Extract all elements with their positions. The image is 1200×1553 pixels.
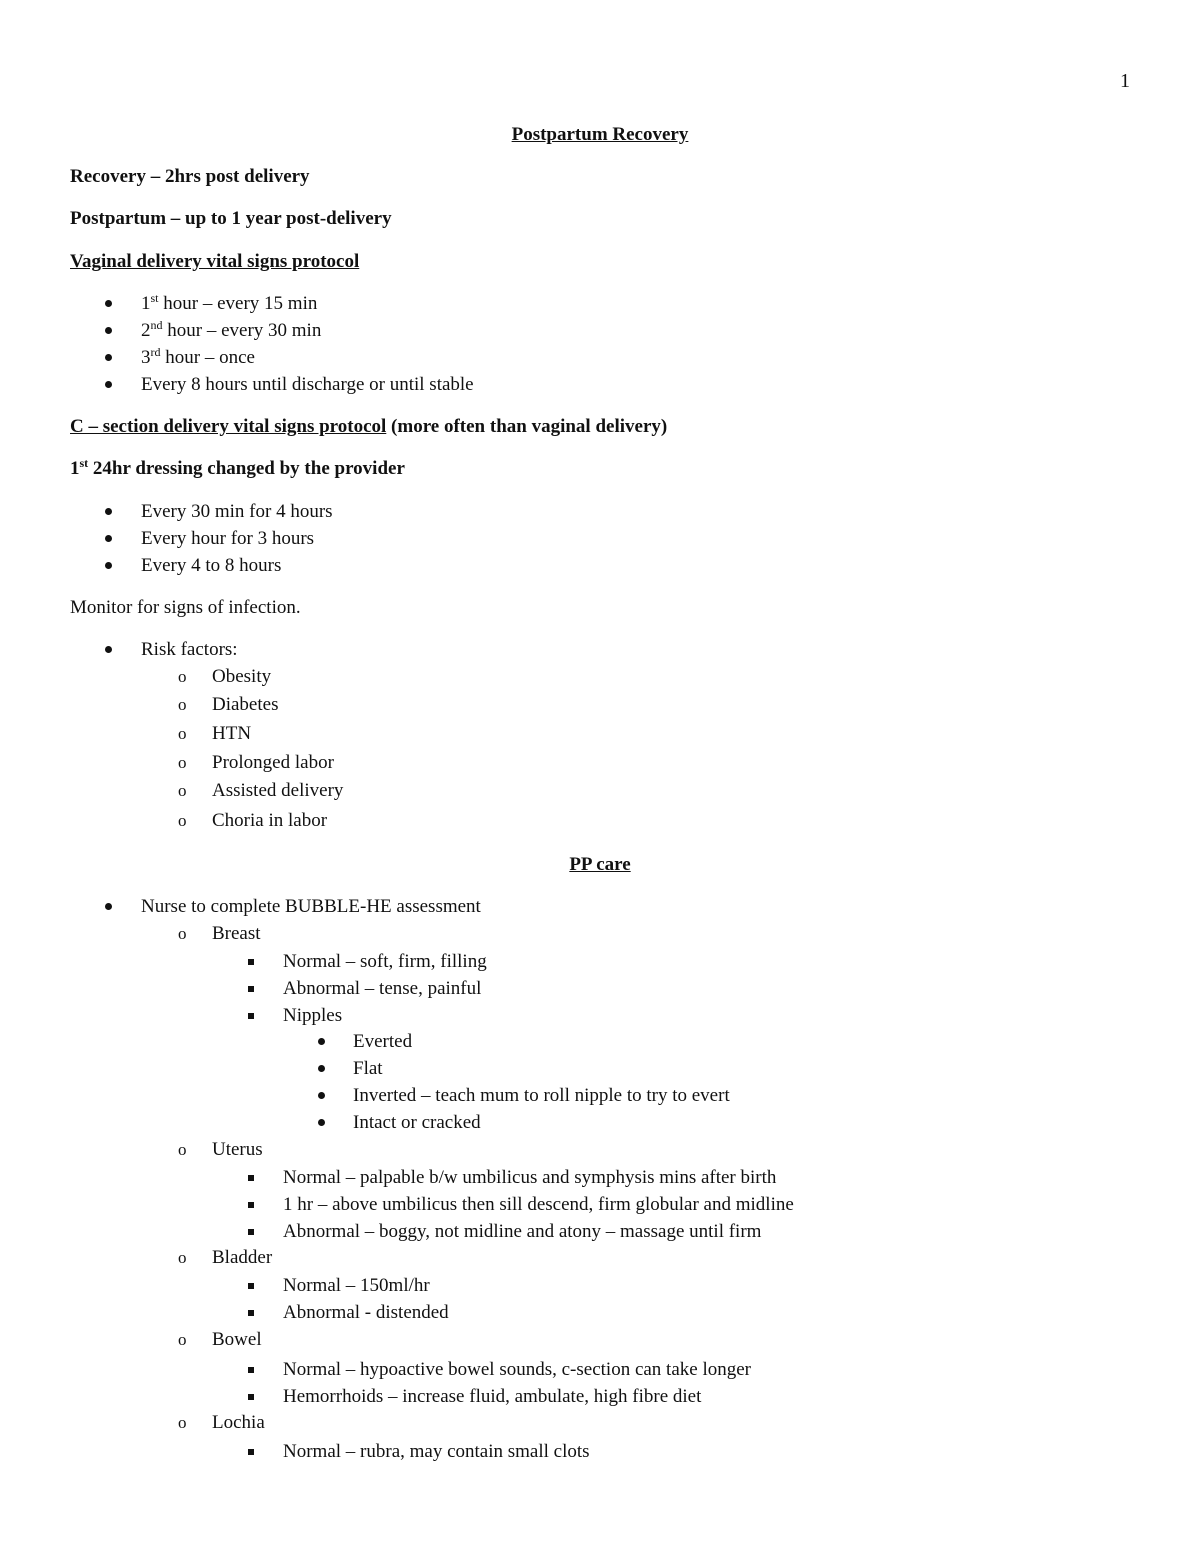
risk-item: Diabetes [212,694,279,715]
risk-item: Prolonged labor [212,752,334,773]
breast-item: Abnormal – tense, painful [283,978,482,999]
dressing-line: 1st 24hr dressing changed by the provider [70,456,405,479]
bullet-dot [105,354,112,361]
bullet-o: o [178,667,187,686]
bullet-o: o [178,724,187,743]
breast-label: Breast [212,923,261,944]
nipple-item: Intact or cracked [353,1112,481,1133]
bullet-dot [105,327,112,334]
bullet-square [248,1013,254,1019]
monitor-line: Monitor for signs of infection. [70,597,301,618]
postpartum-line: Postpartum – up to 1 year post-delivery [70,208,392,229]
bullet-o: o [178,753,187,772]
page-number: 1 [1120,70,1130,92]
bullet-square [248,1394,254,1400]
breast-item: Normal – soft, firm, filling [283,951,487,972]
bowel-item: Hemorrhoids – increase fluid, ambulate, high fibre diet [283,1386,702,1407]
uterus-item: Normal – palpable b/w umbilicus and symphysis mins after birth [283,1167,777,1188]
bullet-square [248,959,254,965]
bowel-item: Normal – hypoactive bowel sounds, c-section can take longer [283,1359,751,1380]
csection-item: Every hour for 3 hours [141,528,315,549]
nipple-item: Flat [353,1058,383,1079]
bullet-dot [105,646,112,653]
vaginal-item-2: 2nd hour – every 30 min [141,318,322,341]
bullet-dot [318,1065,325,1072]
bullet-square [248,986,254,992]
bullet-dot [105,903,112,910]
risk-item: HTN [212,723,252,744]
recovery-line: Recovery – 2hrs post delivery [70,166,310,187]
bullet-dot [105,381,112,388]
bowel-label: Bowel [212,1329,262,1350]
csection-note: (more often than vaginal delivery) [386,416,668,437]
page-title: Postpartum Recovery [511,124,689,145]
csection-heading-line [70,415,667,439]
vaginal-item-3: 3rd hour – once [141,345,255,368]
nipple-item: Everted [353,1031,413,1052]
uterus-item: 1 hr – above umbilicus then sill descend, firm globular and midline [283,1194,794,1215]
risk-item: Obesity [212,666,272,687]
bullet-square [248,1229,254,1235]
breast-item: Nipples [283,1005,343,1026]
bullet-o: o [178,1330,187,1349]
bullet-o: o [178,924,187,943]
bullet-square [248,1449,254,1455]
bullet-o: o [178,1413,187,1432]
bladder-item: Abnormal - distended [283,1302,449,1323]
uterus-label: Uterus [212,1139,263,1160]
bullet-dot [318,1038,325,1045]
bullet-square [248,1310,254,1316]
bullet-dot [105,508,112,515]
csection-item: Every 4 to 8 hours [141,555,282,576]
risk-label: Risk factors: [141,639,238,660]
vaginal-item-1: 1st hour – every 15 min [141,291,318,314]
bullet-square [248,1283,254,1289]
bullet-dot [105,562,112,569]
vaginal-heading: Vaginal delivery vital signs protocol [70,251,360,272]
nipple-item: Inverted – teach mum to roll nipple to try to evert [353,1085,730,1106]
bullet-dot [105,535,112,542]
csection-heading: C – section delivery vital signs protocol [70,416,387,437]
lochia-item: Normal – rubra, may contain small clots [283,1441,590,1462]
bubble-label: Nurse to complete BUBBLE-HE assessment [141,896,481,917]
bullet-o: o [178,781,187,800]
bullet-o: o [178,811,187,830]
bullet-o: o [178,695,187,714]
bullet-dot [105,300,112,307]
risk-item: Choria in labor [212,810,328,831]
bullet-dot [318,1119,325,1126]
uterus-item: Abnormal – boggy, not midline and atony – massage until firm [283,1221,762,1242]
bullet-o: o [178,1140,187,1159]
bullet-square [248,1175,254,1181]
pp-heading: PP care [569,854,631,875]
risk-item: Assisted delivery [212,780,344,801]
bullet-dot [318,1092,325,1099]
csection-item: Every 30 min for 4 hours [141,501,333,522]
lochia-label: Lochia [212,1412,265,1433]
vaginal-item-4: Every 8 hours until discharge or until stable [141,374,474,395]
bladder-item: Normal – 150ml/hr [283,1275,430,1296]
bullet-o: o [178,1248,187,1267]
bullet-square [248,1367,254,1373]
bullet-square [248,1202,254,1208]
bladder-label: Bladder [212,1247,273,1268]
